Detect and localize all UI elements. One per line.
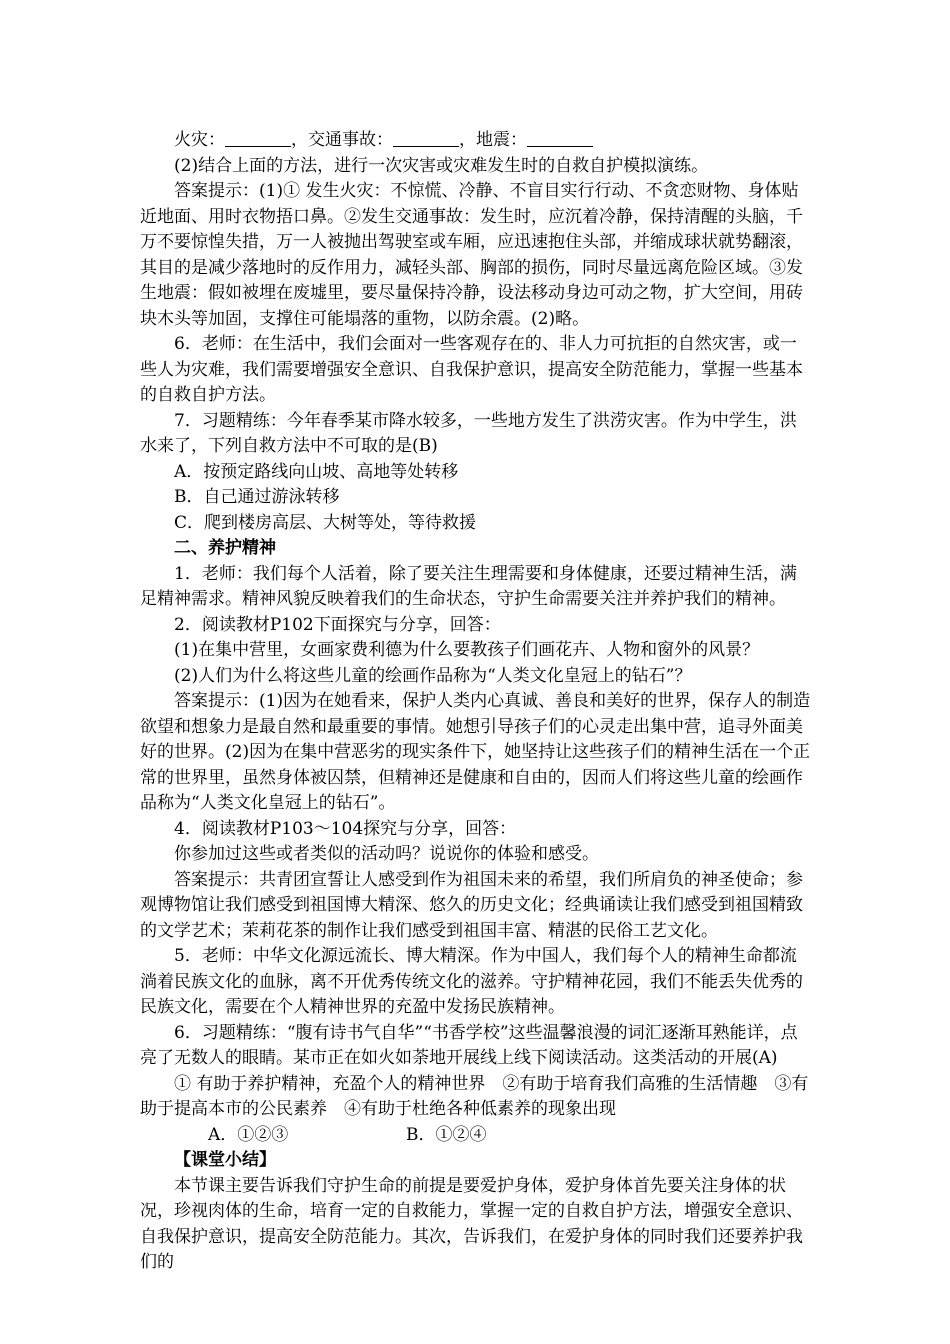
- fire-blank: [225, 130, 291, 147]
- quake-label: ，地震：: [459, 130, 527, 150]
- option-a: A．①②③: [208, 1124, 289, 1145]
- paragraph: 6．老师：在生活中，我们会面对一些客观存在的、非人力可抗拒的自然灾害，或一些人为灾难，我们需要增强安全意识、自我保护意识，提高安全防范能力，掌握一些基本的自救自护方法。: [140, 334, 803, 405]
- answer-hint: 答案提示：共青团宣誓让人感受到作为祖国未来的希望，我们所肩负的神圣使命；参观博物馆让我们感受到祖国博大精深、悠久的历史文化；经典诵读让我们感受到祖国精致的文学艺术；茉莉花茶的制作让我们感受到祖国丰富、精湛的民俗工艺文化。: [140, 869, 803, 941]
- paragraph: 1．老师：我们每个人活着，除了要关注生理需要和身体健康，还要过精神生活，满足精神需求。精神风貌反映着我们的生命状态，守护生命需要关注并养护我们的精神。: [140, 563, 797, 609]
- summary-paragraph: 本节课主要告诉我们守护生命的前提是要爱护身体，爱护身体首先要关注身体的状况，珍视肉体的生命，培育一定的自救能力，掌握一定的自救自护方法，增强安全意识、自我保护意识，提高安全防范能力。其次，告诉我们，在爱护身体的同时我们还要养护我们的: [140, 1175, 803, 1272]
- fire-label: 火灾：: [174, 130, 225, 150]
- question: (2)人们为什么将这些儿童的绘画作品称为“人类文化皇冠上的钻石”？: [174, 665, 692, 686]
- option-b: B．自己通过游泳转移: [174, 487, 340, 507]
- answer-options: [140, 1123, 812, 1149]
- answer-hint: 答案提示：(1)① 发生火灾：不惊慌、冷静、不盲目实行行动、不贪恋财物、身体贴近地面、用时衣物捂口鼻。②发生交通事故：发生时，应沉着冷静，保持清醒的头脑，千万不要惊惶失措，万一人被抛出驾驶室或车厢，应迅速抱住头部，并缩成球状就势翻滚，其目的是减少落地时的反作用力，减轻头部、胸部的损伤，同时尽量远离危险区域。③发生地震：假如被埋在废墟里，要尽量保持冷静，设法移动身边可动之物，扩大空间，用砖块木头等加固，支撑住可能塌落的重物，以防余震。(2)略。: [140, 181, 803, 329]
- paragraph: (2)结合上面的方法，进行一次灾害或灾难发生时的自救自护模拟演练。: [174, 155, 709, 176]
- quake-blank: [527, 130, 593, 147]
- fill-in-line: [140, 128, 812, 154]
- traffic-blank: [393, 130, 459, 147]
- option-c: C．爬到楼房高层、大树等处，等待救援: [174, 512, 477, 533]
- option-b: B．①②④: [406, 1124, 487, 1145]
- question: 你参加过这些或者类似的活动吗？说说你的体验和感受。: [174, 844, 599, 864]
- option-a: A．按预定路线向山坡、高地等处转移: [174, 461, 459, 482]
- exercise-question: 6．习题精练：“腹有诗书气自华”“书香学校”这些温馨浪漫的词汇逐渐耳熟能详，点亮了无数人的眼睛。某市正在如火如荼地开展线上线下阅读活动。这类活动的开展(A): [140, 1022, 798, 1068]
- answer-hint: 答案提示：(1)因为在她看来，保护人类内心真诚、善良和美好的世界，保存人的制造欲望和想象力是最自然和最重要的事情。她想引导孩子们的心灵走出集中营，追寻外面美好的世界。(2)因为在集中营恶劣的现实条件下，她坚持让这些孩子们的精神生活在一个正常的世界里，虽然身体被囚禁，但精神还是健康和自由的，因而人们将这些儿童的绘画作品称为“人类文化皇冠上的钻石”。: [140, 691, 811, 813]
- paragraph: 4．阅读教材P103～104探究与分享，回答：: [174, 818, 517, 839]
- traffic-label: ，交通事故：: [291, 130, 393, 150]
- question: (1)在集中营里，女画家费利德为什么要教孩子们画花卉、人物和窗外的风景？: [174, 640, 760, 660]
- paragraph: 2．阅读教材P102下面探究与分享，回答：: [174, 614, 501, 635]
- summary-heading: 【课堂小结】: [174, 1150, 276, 1170]
- statement-list: ① 有助于养护精神，充盈个人的精神世界 ②有助于培育我们高雅的生活情趣 ③有助于提高本市的公民素养 ④有助于杜绝各种低素养的现象出现: [140, 1073, 809, 1119]
- section-heading: 二、养护精神: [174, 538, 276, 558]
- paragraph: 5．老师：中华文化源远流长、博大精深。作为中国人，我们每个人的精神生命都流淌着民族文化的血脉，离不开优秀传统文化的滋养。守护精神花园，我们不能丢失优秀的民族文化，需要在个人精神世界的充盈中发扬民族精神。: [140, 946, 803, 1017]
- exercise-question: 7．习题精练：今年春季某市降水较多，一些地方发生了洪涝灾害。作为中学生，洪水来了，下列自救方法中不可取的是(B): [140, 410, 797, 456]
- document-body: [140, 128, 812, 1276]
